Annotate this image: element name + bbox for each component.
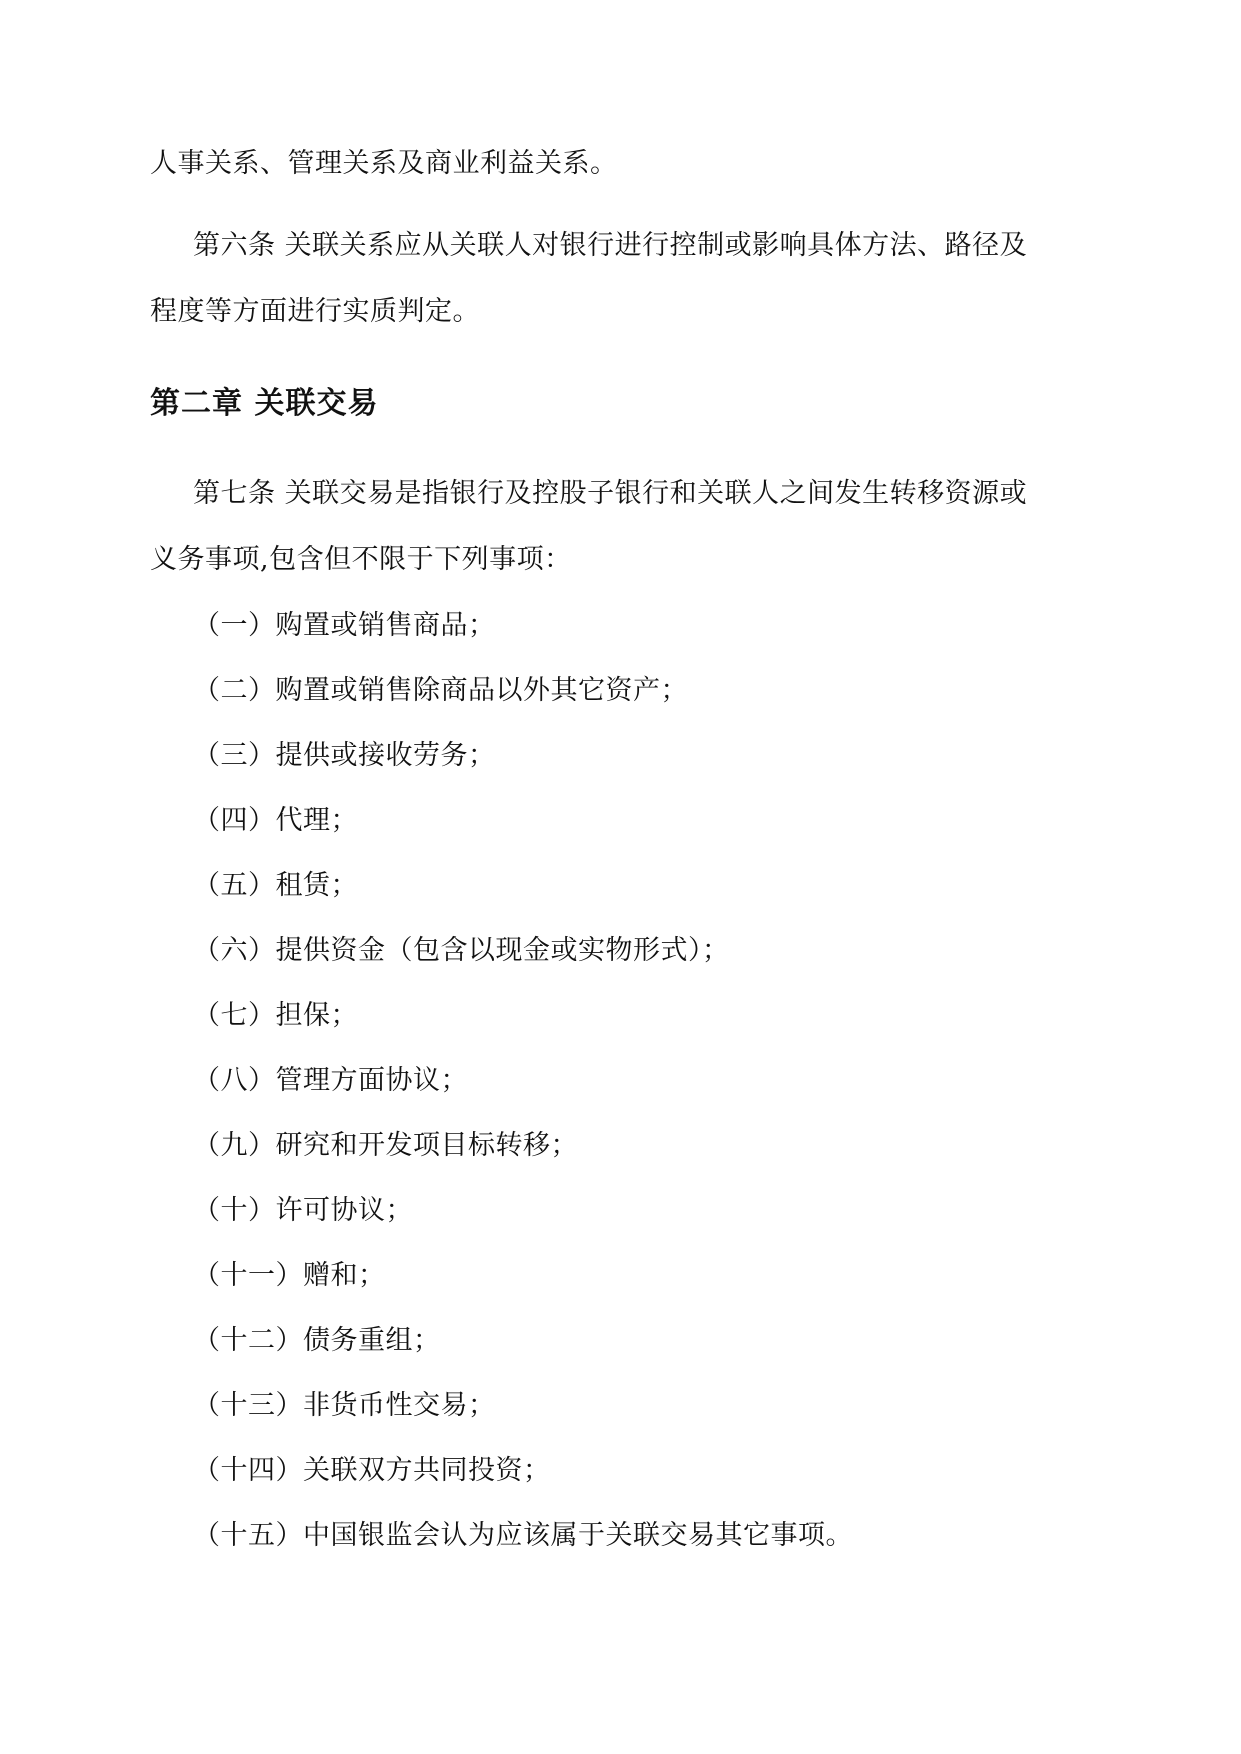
paragraph-intro-tail: 人事关系、管理关系及商业利益关系。 [150,148,618,179]
list-item: （一）购置或销售商品； [193,610,496,641]
list-item: （十五）中国银监会认为应该属于关联交易其它事项。 [193,1520,853,1551]
list-item: （五）租赁； [193,870,358,901]
article-7-line-2: 义务事项,包含但不限于下列事项： [150,544,572,575]
chapter-heading: 第二章 关联交易 [150,386,379,421]
list-item: （四）代理； [193,805,358,836]
list-item: （十二）债务重组； [193,1325,441,1356]
list-item: （十四）关联双方共同投资； [193,1455,551,1486]
list-item: （六）提供资金（包含以现金或实物形式）； [193,935,730,966]
list-item: （二）购置或销售除商品以外其它资产； [193,675,688,706]
list-item: （十）许可协议； [193,1195,413,1226]
list-item: （八）管理方面协议； [193,1065,468,1096]
list-item: （九）研究和开发项目标转移； [193,1130,578,1161]
list-item: （七）担保； [193,1000,358,1031]
list-item: （十三）非货币性交易； [193,1390,496,1421]
list-item: （三）提供或接收劳务； [193,740,496,771]
list-item: （十一）赠和； [193,1260,386,1291]
article-7-line-1: 第七条 关联交易是指银行及控股子银行和关联人之间发生转移资源或 [193,478,1028,509]
article-6-line-1: 第六条 关联关系应从关联人对银行进行控制或影响具体方法、路径及 [193,230,1028,261]
article-6-line-2: 程度等方面进行实质判定。 [150,296,480,327]
